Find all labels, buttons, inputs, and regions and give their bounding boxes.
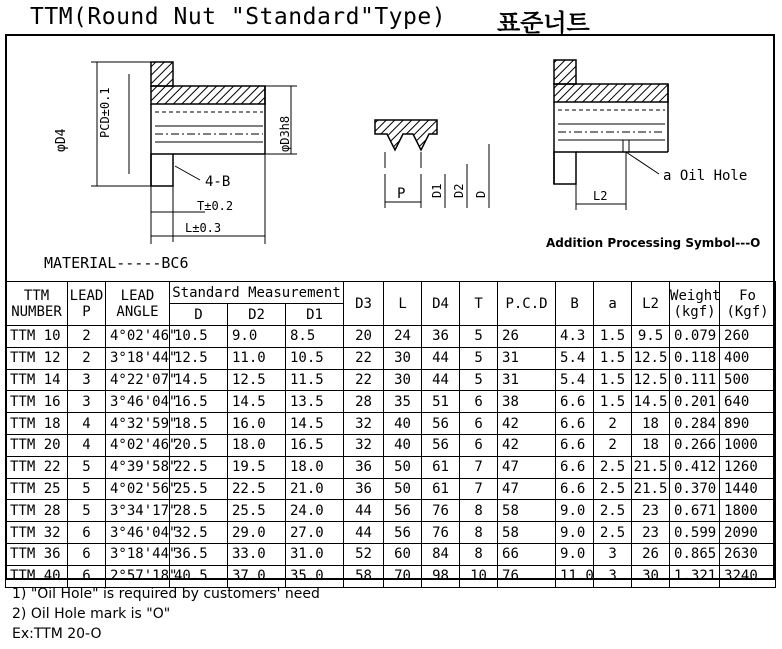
cell-d4: 84 — [422, 543, 460, 565]
cell-pcd: 76 — [498, 565, 556, 587]
cell-d3: 20 — [344, 326, 384, 348]
left-nut-view — [91, 62, 297, 244]
cell-pcd: 38 — [498, 391, 556, 413]
cell-l: 56 — [384, 522, 422, 544]
cell-d1: 27.0 — [286, 522, 344, 544]
cell-pcd: 42 — [498, 413, 556, 435]
cell-b: 5.4 — [556, 369, 594, 391]
cell-d: 14.5 — [170, 369, 228, 391]
cell-lead-p: 3 — [68, 391, 106, 413]
cell-lead-p: 6 — [68, 522, 106, 544]
cell-d2: 37.0 — [228, 565, 286, 587]
table-row — [6, 543, 776, 565]
cell-l: 24 — [384, 326, 422, 348]
cell-d3: 58 — [344, 565, 384, 587]
cell-b: 6.6 — [556, 478, 594, 500]
cell-l2: 23 — [632, 500, 670, 522]
cell-a: 2.5 — [594, 522, 632, 544]
cell-d3: 32 — [344, 413, 384, 435]
cell-d3: 44 — [344, 522, 384, 544]
cell-d4: 44 — [422, 347, 460, 369]
table-row — [6, 391, 776, 413]
table-row — [6, 434, 776, 456]
cell-t: 5 — [460, 347, 498, 369]
spec-table-header — [6, 282, 776, 326]
cell-weight: 0.599 — [670, 522, 720, 544]
cell-fo: 890 — [720, 413, 776, 435]
d2-label: D2 — [452, 183, 466, 198]
table-row — [6, 456, 776, 478]
cell-d1: 10.5 — [286, 347, 344, 369]
cell-a: 1.5 — [594, 391, 632, 413]
cell-weight: 0.118 — [670, 347, 720, 369]
cell-l: 56 — [384, 500, 422, 522]
cell-b: 11.0 — [556, 565, 594, 587]
cell-d3: 52 — [344, 543, 384, 565]
cell-lead-angle: 3°46'04" — [106, 391, 170, 413]
cell-weight: 0.266 — [670, 434, 720, 456]
table-row — [6, 347, 776, 369]
cell-fo: 260 — [720, 326, 776, 348]
cell-l2: 21.5 — [632, 456, 670, 478]
cell-weight: 0.370 — [670, 478, 720, 500]
cell-ttm-number: TTM 18 — [6, 413, 68, 435]
cell-d3: 32 — [344, 434, 384, 456]
cell-d2: 25.5 — [228, 500, 286, 522]
cell-d1: 8.5 — [286, 326, 344, 348]
note-2: 2) Oil Hole mark is "O" — [12, 606, 171, 622]
cell-fo: 2630 — [720, 543, 776, 565]
header-ttm-number: TTM NUMBER — [6, 282, 68, 326]
cell-d1: 18.0 — [286, 456, 344, 478]
oil-hole-label: a Oil Hole — [663, 168, 748, 184]
cell-b: 6.6 — [556, 434, 594, 456]
cell-l: 30 — [384, 369, 422, 391]
cell-b: 9.0 — [556, 522, 594, 544]
cell-lead-p: 6 — [68, 565, 106, 587]
cell-fo: 1260 — [720, 456, 776, 478]
cell-l2: 23 — [632, 522, 670, 544]
cell-a: 2.5 — [594, 456, 632, 478]
cell-pcd: 58 — [498, 522, 556, 544]
cell-lead-angle: 4°22'07" — [106, 369, 170, 391]
cell-pcd: 47 — [498, 478, 556, 500]
cell-l: 60 — [384, 543, 422, 565]
cell-lead-angle: 4°39'58" — [106, 456, 170, 478]
cell-l: 40 — [384, 413, 422, 435]
cell-pcd: 31 — [498, 369, 556, 391]
header-l2: L2 — [632, 282, 670, 326]
cell-t: 8 — [460, 500, 498, 522]
header-fo: Fo (Kgf) — [720, 282, 776, 326]
cell-d4: 76 — [422, 500, 460, 522]
cell-a: 1.5 — [594, 369, 632, 391]
cell-a: 2.5 — [594, 478, 632, 500]
table-row — [6, 500, 776, 522]
cell-a: 2 — [594, 413, 632, 435]
cell-lead-angle: 4°02'46" — [106, 434, 170, 456]
cell-d: 12.5 — [170, 347, 228, 369]
cell-l2: 18 — [632, 413, 670, 435]
cell-l: 30 — [384, 347, 422, 369]
cell-lead-p: 6 — [68, 543, 106, 565]
cell-d1: 13.5 — [286, 391, 344, 413]
cell-b: 9.0 — [556, 543, 594, 565]
cell-l2: 26 — [632, 543, 670, 565]
cell-weight: 0.412 — [670, 456, 720, 478]
cell-d2: 11.0 — [228, 347, 286, 369]
d1-label: D1 — [430, 183, 444, 198]
table-row — [6, 326, 776, 348]
cell-d: 16.5 — [170, 391, 228, 413]
cell-d1: 24.0 — [286, 500, 344, 522]
cell-t: 7 — [460, 456, 498, 478]
header-t: T — [460, 282, 498, 326]
cell-d3: 22 — [344, 347, 384, 369]
cell-weight: 0.284 — [670, 413, 720, 435]
cell-a: 3 — [594, 543, 632, 565]
header-l: L — [384, 282, 422, 326]
cell-d2: 9.0 — [228, 326, 286, 348]
l2-label: L2 — [593, 189, 608, 203]
table-row — [6, 478, 776, 500]
cell-t: 8 — [460, 522, 498, 544]
cell-ttm-number: TTM 40 — [6, 565, 68, 587]
header-b: B — [556, 282, 594, 326]
header-pcd: P.C.D — [498, 282, 556, 326]
addition-symbol-label: Addition Processing Symbol---O — [546, 236, 761, 250]
cell-lead-angle: 3°34'17" — [106, 500, 170, 522]
spec-table — [5, 281, 776, 588]
cell-d3: 36 — [344, 478, 384, 500]
notes-section — [12, 584, 320, 644]
cell-pcd: 42 — [498, 434, 556, 456]
cell-d4: 56 — [422, 434, 460, 456]
cell-d2: 33.0 — [228, 543, 286, 565]
cell-weight: 0.865 — [670, 543, 720, 565]
cell-t: 8 — [460, 543, 498, 565]
cell-t: 5 — [460, 369, 498, 391]
cell-d4: 51 — [422, 391, 460, 413]
header-d1: D1 — [286, 304, 344, 326]
cell-d1: 11.5 — [286, 369, 344, 391]
cell-d: 36.5 — [170, 543, 228, 565]
l-label: L±0.3 — [185, 221, 222, 235]
cell-a: 3 — [594, 565, 632, 587]
cell-lead-angle: 4°32'59" — [106, 413, 170, 435]
cell-d2: 19.5 — [228, 456, 286, 478]
header-d4: D4 — [422, 282, 460, 326]
cell-d3: 44 — [344, 500, 384, 522]
cell-d4: 61 — [422, 478, 460, 500]
cell-d1: 14.5 — [286, 413, 344, 435]
cell-lead-angle: 4°02'56" — [106, 478, 170, 500]
header-d: D — [170, 304, 228, 326]
cell-l2: 30 — [632, 565, 670, 587]
cell-d: 25.5 — [170, 478, 228, 500]
cell-pcd: 66 — [498, 543, 556, 565]
header-lead-p: LEAD P — [68, 282, 106, 326]
table-row — [6, 522, 776, 544]
material-label: MATERIAL-----BC6 — [44, 254, 189, 272]
cell-d: 18.5 — [170, 413, 228, 435]
cell-pcd: 47 — [498, 456, 556, 478]
cell-fo: 1800 — [720, 500, 776, 522]
cell-b: 6.6 — [556, 413, 594, 435]
cell-fo: 1440 — [720, 478, 776, 500]
cell-d2: 16.0 — [228, 413, 286, 435]
header-d3: D3 — [344, 282, 384, 326]
cell-weight: 0.079 — [670, 326, 720, 348]
cell-lead-angle: 3°18'44" — [106, 543, 170, 565]
cell-l: 70 — [384, 565, 422, 587]
cell-d4: 61 — [422, 456, 460, 478]
cell-l: 40 — [384, 434, 422, 456]
cell-lead-p: 3 — [68, 369, 106, 391]
cell-fo: 3240 — [720, 565, 776, 587]
cell-l2: 12.5 — [632, 347, 670, 369]
cell-d4: 98 — [422, 565, 460, 587]
cell-l2: 21.5 — [632, 478, 670, 500]
cell-lead-angle: 2°57'18" — [106, 565, 170, 587]
cell-l2: 14.5 — [632, 391, 670, 413]
cell-lead-angle: 3°18'44" — [106, 347, 170, 369]
cell-d2: 18.0 — [228, 434, 286, 456]
cell-d3: 36 — [344, 456, 384, 478]
cell-ttm-number: TTM 28 — [6, 500, 68, 522]
cell-d4: 36 — [422, 326, 460, 348]
p-label: P — [397, 186, 406, 202]
cell-d: 20.5 — [170, 434, 228, 456]
cell-d3: 22 — [344, 369, 384, 391]
cell-a: 1.5 — [594, 326, 632, 348]
cell-lead-p: 4 — [68, 434, 106, 456]
d4-label: φD4 — [54, 128, 69, 152]
cell-d: 22.5 — [170, 456, 228, 478]
cell-l: 35 — [384, 391, 422, 413]
cell-lead-p: 2 — [68, 347, 106, 369]
cell-fo: 2090 — [720, 522, 776, 544]
cell-weight: 0.111 — [670, 369, 720, 391]
header-a: a — [594, 282, 632, 326]
cell-lead-p: 5 — [68, 456, 106, 478]
cell-d4: 44 — [422, 369, 460, 391]
cell-d3: 28 — [344, 391, 384, 413]
cell-ttm-number: TTM 16 — [6, 391, 68, 413]
cell-t: 6 — [460, 413, 498, 435]
cell-fo: 400 — [720, 347, 776, 369]
header-weight: Weight (kgf) — [670, 282, 720, 326]
cell-d1: 21.0 — [286, 478, 344, 500]
cell-d2: 12.5 — [228, 369, 286, 391]
cell-b: 6.6 — [556, 456, 594, 478]
cell-fo: 500 — [720, 369, 776, 391]
cell-d: 10.5 — [170, 326, 228, 348]
note-1: 1) "Oil Hole" is required by customers' need — [12, 586, 320, 602]
cell-d1: 31.0 — [286, 543, 344, 565]
cell-d2: 14.5 — [228, 391, 286, 413]
cell-t: 5 — [460, 326, 498, 348]
cell-weight: 0.201 — [670, 391, 720, 413]
cell-pcd: 26 — [498, 326, 556, 348]
cell-fo: 640 — [720, 391, 776, 413]
header-lead-angle: LEAD ANGLE — [106, 282, 170, 326]
d-label: D — [474, 190, 488, 198]
pcd-label: PCD±0.1 — [98, 87, 112, 138]
bolt-label: 4-B — [205, 174, 231, 190]
cell-t: 6 — [460, 391, 498, 413]
table-row — [6, 413, 776, 435]
cell-fo: 1000 — [720, 434, 776, 456]
cell-weight: 1.321 — [670, 565, 720, 587]
cell-lead-angle: 4°02'46" — [106, 326, 170, 348]
cell-lead-p: 5 — [68, 478, 106, 500]
cell-b: 9.0 — [556, 500, 594, 522]
cell-lead-p: 2 — [68, 326, 106, 348]
cell-b: 6.6 — [556, 391, 594, 413]
table-row — [6, 369, 776, 391]
cell-b: 5.4 — [556, 347, 594, 369]
cell-l2: 9.5 — [632, 326, 670, 348]
cell-pcd: 58 — [498, 500, 556, 522]
cell-ttm-number: TTM 22 — [6, 456, 68, 478]
cell-d1: 16.5 — [286, 434, 344, 456]
cell-weight: 0.671 — [670, 500, 720, 522]
cell-ttm-number: TTM 12 — [6, 347, 68, 369]
note-example: Ex:TTM 20-O — [12, 626, 102, 642]
cell-lead-angle: 3°46'04" — [106, 522, 170, 544]
cell-l2: 18 — [632, 434, 670, 456]
cell-l: 50 — [384, 456, 422, 478]
right-nut-view — [554, 60, 668, 210]
cell-ttm-number: TTM 32 — [6, 522, 68, 544]
spec-table-body — [6, 326, 776, 588]
cell-d2: 29.0 — [228, 522, 286, 544]
cell-l2: 12.5 — [632, 369, 670, 391]
cell-d: 28.5 — [170, 500, 228, 522]
cell-d2: 22.5 — [228, 478, 286, 500]
cell-ttm-number: TTM 36 — [6, 543, 68, 565]
cell-l: 50 — [384, 478, 422, 500]
cell-t: 10 — [460, 565, 498, 587]
cell-pcd: 31 — [498, 347, 556, 369]
t-label: T±0.2 — [197, 199, 234, 213]
page-title-korean: 표준너트 — [497, 9, 590, 37]
cell-b: 4.3 — [556, 326, 594, 348]
cell-a: 2.5 — [594, 500, 632, 522]
cell-d1: 35.0 — [286, 565, 344, 587]
cell-lead-p: 5 — [68, 500, 106, 522]
cell-d4: 56 — [422, 413, 460, 435]
header-standard-measurement: Standard Measurement — [170, 282, 344, 304]
cell-ttm-number: TTM 14 — [6, 369, 68, 391]
cell-ttm-number: TTM 20 — [6, 434, 68, 456]
header-d2: D2 — [228, 304, 286, 326]
cell-t: 6 — [460, 434, 498, 456]
cell-d: 40.5 — [170, 565, 228, 587]
page-title: TTM(Round Nut "Standard"Type) — [30, 4, 447, 30]
cell-ttm-number: TTM 25 — [6, 478, 68, 500]
cell-d4: 76 — [422, 522, 460, 544]
cell-a: 1.5 — [594, 347, 632, 369]
d3-label: φD3h8 — [278, 115, 292, 152]
cell-ttm-number: TTM 10 — [6, 326, 68, 348]
cell-d: 32.5 — [170, 522, 228, 544]
cell-a: 2 — [594, 434, 632, 456]
cell-t: 7 — [460, 478, 498, 500]
cell-lead-p: 4 — [68, 413, 106, 435]
